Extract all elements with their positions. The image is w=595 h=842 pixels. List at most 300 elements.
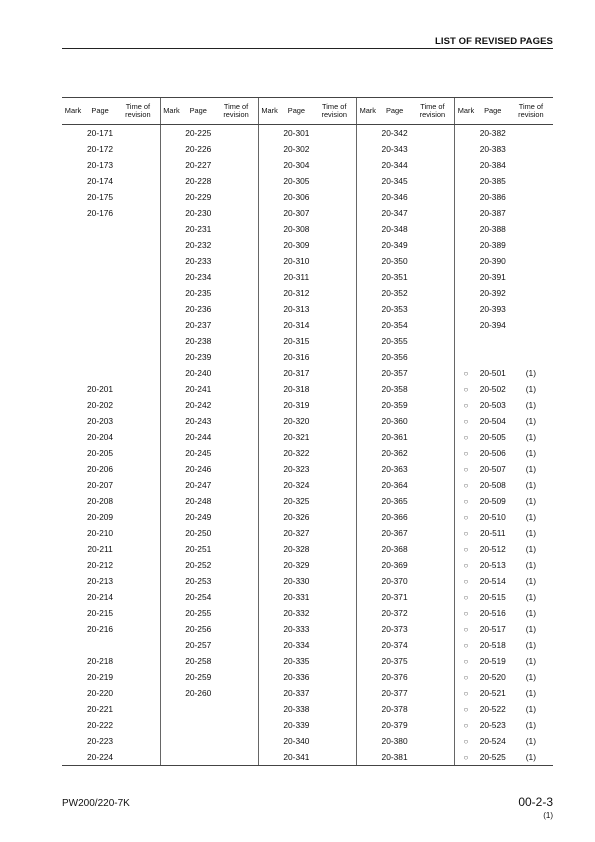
- mark-cell: ○: [455, 397, 477, 413]
- page-cell: [84, 269, 116, 285]
- mark-cell: [357, 413, 379, 429]
- mark-cell: [258, 301, 280, 317]
- revision-cell: [312, 685, 356, 701]
- page-cell: 20-213: [87, 576, 114, 586]
- page-cell: [182, 717, 214, 733]
- revision-cell: [411, 397, 455, 413]
- page-cell: 20-207: [87, 480, 114, 490]
- header-time-of-revision: [411, 98, 455, 125]
- header-time-line2: revision: [321, 110, 347, 119]
- mark-cell: [62, 701, 84, 717]
- revision-cell: [312, 509, 356, 525]
- page-cell: 20-234: [185, 272, 212, 282]
- page-cell: 20-520: [479, 672, 506, 682]
- page-cell: 20-239: [185, 352, 212, 362]
- table-row: [62, 637, 553, 653]
- page-cell: 20-211: [87, 544, 113, 554]
- page-cell: 20-320: [283, 416, 310, 426]
- mark-cell: [258, 525, 280, 541]
- revision-cell: [116, 173, 160, 189]
- mark-cell: [357, 205, 379, 221]
- header-page: Page: [477, 98, 509, 125]
- mark-cell: [160, 381, 182, 397]
- revision-cell: [411, 317, 455, 333]
- page-cell: 20-306: [283, 192, 310, 202]
- mark-cell: [62, 749, 84, 766]
- revision-cell: [214, 461, 258, 477]
- page-cell: 20-504: [479, 416, 506, 426]
- mark-cell: [160, 701, 182, 717]
- revision-cell: [312, 573, 356, 589]
- revision-cell: [411, 637, 455, 653]
- page-cell: 20-521: [479, 688, 506, 698]
- page-cell: [84, 253, 116, 269]
- revision-cell: [312, 317, 356, 333]
- header-page: Page: [182, 98, 214, 125]
- revision-cell: [312, 381, 356, 397]
- table-row: [62, 669, 553, 685]
- revision-cell: [214, 173, 258, 189]
- page-header-title: LIST OF REVISED PAGES: [434, 36, 553, 47]
- page-cell: 20-332: [283, 608, 310, 618]
- page-cell: 20-347: [381, 208, 408, 218]
- table-row: [62, 269, 553, 285]
- mark-cell: [455, 269, 477, 285]
- revision-cell: (1): [509, 749, 553, 766]
- page-cell: 20-373: [381, 624, 408, 634]
- mark-cell: [258, 269, 280, 285]
- header-time-line1: Time of: [518, 102, 544, 111]
- mark-cell: ○: [455, 509, 477, 525]
- page-cell: 20-381: [379, 749, 411, 766]
- page-cell: 20-337: [283, 688, 310, 698]
- page-cell: 20-175: [87, 192, 114, 202]
- header-time-of-revision: [509, 98, 553, 125]
- page-cell: 20-519: [479, 656, 506, 666]
- page-cell: 20-518: [479, 640, 506, 650]
- page-cell: 20-502: [479, 384, 506, 394]
- table-row: [62, 733, 553, 749]
- mark-cell: [258, 429, 280, 445]
- page-cell: 20-372: [381, 608, 408, 618]
- revision-cell: [411, 669, 455, 685]
- mark-cell: [62, 541, 84, 557]
- revision-cell: [411, 589, 455, 605]
- mark-cell: [258, 477, 280, 493]
- mark-cell: [258, 189, 280, 205]
- page-cell: 20-249: [185, 512, 212, 522]
- page-cell: 20-317: [283, 368, 310, 378]
- page-cell: 20-501: [479, 368, 506, 378]
- table-row: [62, 381, 553, 397]
- page-cell: 20-334: [283, 640, 310, 650]
- page-cell: 20-512: [479, 544, 506, 554]
- revision-cell: (1): [525, 704, 537, 714]
- revision-cell: [411, 301, 455, 317]
- header-mark: Mark: [455, 98, 477, 125]
- mark-cell: [160, 477, 182, 493]
- page-cell: 20-224: [84, 749, 116, 766]
- revision-cell: [116, 221, 160, 237]
- revision-cell: [509, 221, 553, 237]
- page-cell: 20-322: [283, 448, 310, 458]
- mark-cell: [357, 141, 379, 157]
- mark-cell: [357, 157, 379, 173]
- page-cell: 20-215: [87, 608, 114, 618]
- page-cell: 20-341: [280, 749, 312, 766]
- page-cell: 20-218: [87, 656, 114, 666]
- page-cell: 20-362: [381, 448, 408, 458]
- mark-cell: ○: [455, 381, 477, 397]
- page-cell: [84, 333, 116, 349]
- revision-cell: (1): [525, 672, 537, 682]
- page-cell: 20-225: [185, 128, 212, 138]
- mark-cell: [62, 589, 84, 605]
- page-cell: 20-220: [87, 688, 114, 698]
- mark-cell: [357, 285, 379, 301]
- mark-cell: [357, 173, 379, 189]
- revision-cell: [214, 573, 258, 589]
- page-cell: 20-375: [381, 656, 408, 666]
- mark-cell: [357, 461, 379, 477]
- page-cell: 20-202: [87, 400, 114, 410]
- mark-cell: [455, 173, 477, 189]
- mark-cell: [258, 397, 280, 413]
- page-cell: 20-310: [283, 256, 310, 266]
- revision-cell: [411, 237, 455, 253]
- header-time-line2: revision: [419, 110, 446, 119]
- mark-cell: [258, 365, 280, 381]
- page-cell: 20-507: [479, 464, 506, 474]
- table-row: [62, 365, 553, 381]
- page-cell: 20-326: [283, 512, 310, 522]
- revision-cell: [214, 285, 258, 301]
- mark-cell: [357, 733, 379, 749]
- page-cell: 20-316: [283, 352, 310, 362]
- mark-cell: [258, 173, 280, 189]
- mark-cell: [160, 157, 182, 173]
- mark-cell: [357, 301, 379, 317]
- table-row: [62, 573, 553, 589]
- revision-cell: [411, 221, 455, 237]
- mark-cell: [62, 525, 84, 541]
- revision-cell: [411, 573, 455, 589]
- mark-cell: [160, 221, 182, 237]
- revision-cell: [411, 333, 455, 349]
- table-row: [62, 285, 553, 301]
- page-cell: 20-230: [185, 208, 212, 218]
- header-time-line1: Time of: [322, 102, 347, 111]
- mark-cell: [160, 461, 182, 477]
- mark-cell: [357, 573, 379, 589]
- mark-cell: [455, 285, 477, 301]
- revision-cell: [509, 253, 553, 269]
- revision-cell: [411, 189, 455, 205]
- mark-cell: [357, 669, 379, 685]
- revision-cell: [509, 141, 553, 157]
- mark-cell: [160, 205, 182, 221]
- revision-cell: [312, 445, 356, 461]
- page-cell: 20-248: [185, 496, 212, 506]
- mark-cell: [258, 461, 280, 477]
- revision-cell: [411, 733, 455, 749]
- mark-cell: [160, 413, 182, 429]
- mark-cell: [357, 477, 379, 493]
- revision-cell: (1): [525, 640, 537, 650]
- page-cell: 20-391: [479, 272, 506, 282]
- mark-cell: [357, 589, 379, 605]
- revision-cell: [509, 125, 553, 142]
- mark-cell: ○: [455, 653, 477, 669]
- revision-cell: [214, 685, 258, 701]
- revision-cell: [116, 573, 160, 589]
- page-cell: 20-386: [479, 192, 506, 202]
- page-cell: [477, 333, 509, 349]
- revision-cell: [214, 125, 258, 142]
- mark-cell: [357, 381, 379, 397]
- page-cell: 20-235: [185, 288, 212, 298]
- table-row: [62, 301, 553, 317]
- model-number: PW200/220-7K: [62, 798, 130, 809]
- revision-cell: [116, 685, 160, 701]
- revision-cell: [116, 493, 160, 509]
- mark-cell: [258, 237, 280, 253]
- page-cell: 20-379: [381, 720, 408, 730]
- revision-cell: [214, 701, 258, 717]
- revision-cell: [411, 445, 455, 461]
- mark-cell: [258, 381, 280, 397]
- mark-cell: [160, 253, 182, 269]
- revision-cell: [312, 269, 356, 285]
- revision-cell: [411, 477, 455, 493]
- header-page: Page: [280, 98, 312, 125]
- page-cell: 20-226: [185, 144, 212, 154]
- page-cell: 20-345: [381, 176, 408, 186]
- mark-cell: [258, 445, 280, 461]
- revision-cell: [116, 349, 160, 365]
- page-cell: 20-354: [381, 320, 408, 330]
- table-row: [62, 589, 553, 605]
- mark-cell: [258, 413, 280, 429]
- revision-cell: [312, 413, 356, 429]
- page-cell: 20-319: [283, 400, 310, 410]
- page-cell: 20-382: [479, 128, 506, 138]
- mark-cell: [62, 221, 84, 237]
- revision-cell: [411, 749, 455, 766]
- page-cell: [84, 237, 116, 253]
- revision-cell: (1): [525, 624, 537, 634]
- revision-cell: [214, 365, 258, 381]
- mark-cell: [455, 221, 477, 237]
- page-cell: [84, 349, 116, 365]
- mark-cell: [258, 717, 280, 733]
- revision-cell: [312, 285, 356, 301]
- revision-cell: [312, 621, 356, 637]
- revision-cell: [116, 733, 160, 749]
- mark-cell: [357, 365, 379, 381]
- page-cell: 20-355: [381, 336, 408, 346]
- mark-cell: [258, 685, 280, 701]
- table-row: [62, 237, 553, 253]
- page-cell: 20-333: [283, 624, 310, 634]
- mark-cell: [357, 349, 379, 365]
- page-cell: 20-233: [185, 256, 212, 266]
- page-cell: 20-367: [381, 528, 408, 538]
- revision-cell: [411, 125, 455, 142]
- page-cell: 20-307: [283, 208, 310, 218]
- revision-cell: [214, 397, 258, 413]
- revision-cell: [312, 349, 356, 365]
- mark-cell: [357, 717, 379, 733]
- header-time-line2: revision: [223, 110, 249, 119]
- mark-cell: [62, 413, 84, 429]
- mark-cell: [357, 189, 379, 205]
- mark-cell: [357, 653, 379, 669]
- page-cell: 20-360: [381, 416, 408, 426]
- revision-cell: [509, 173, 553, 189]
- mark-cell: [62, 189, 84, 205]
- revision-cell: (1): [525, 736, 537, 746]
- revision-cell: [411, 173, 455, 189]
- table-row: [62, 349, 553, 365]
- revision-cell: [509, 285, 553, 301]
- revision-cell: [411, 717, 455, 733]
- revision-cell: [411, 285, 455, 301]
- revision-cell: (1): [525, 368, 537, 378]
- revision-cell: [411, 429, 455, 445]
- revision-cell: (1): [525, 400, 537, 410]
- page-cell: 20-387: [479, 208, 506, 218]
- page-cell: 20-171: [87, 128, 114, 138]
- revision-cell: [214, 653, 258, 669]
- table-row: [62, 685, 553, 701]
- mark-cell: [455, 349, 477, 365]
- revision-cell: [116, 653, 160, 669]
- revision-cell: [312, 365, 356, 381]
- page-cell: 20-209: [87, 512, 114, 522]
- mark-cell: [258, 205, 280, 221]
- table-row: [62, 557, 553, 573]
- page-cell: 20-243: [185, 416, 212, 426]
- mark-cell: [357, 509, 379, 525]
- mark-cell: [160, 493, 182, 509]
- mark-cell: [160, 285, 182, 301]
- page-cell: 20-503: [479, 400, 506, 410]
- mark-cell: [62, 381, 84, 397]
- table-row: [62, 125, 553, 142]
- mark-cell: [62, 733, 84, 749]
- revision-cell: [116, 429, 160, 445]
- page-cell: [84, 637, 116, 653]
- mark-cell: ○: [455, 685, 477, 701]
- table-row: [62, 621, 553, 637]
- mark-cell: [258, 557, 280, 573]
- header-time-line1: Time of: [223, 102, 249, 111]
- page-cell: [84, 221, 116, 237]
- revision-cell: [411, 621, 455, 637]
- mark-cell: [62, 301, 84, 317]
- revision-cell: [214, 141, 258, 157]
- page-cell: 20-223: [87, 736, 114, 746]
- page-cell: 20-506: [479, 448, 506, 458]
- page-cell: [182, 749, 214, 766]
- revision-cell: [116, 413, 160, 429]
- page-cell: 20-346: [381, 192, 408, 202]
- revision-cell: [116, 621, 160, 637]
- page-cell: 20-232: [185, 240, 212, 250]
- mark-cell: [62, 685, 84, 701]
- page-cell: 20-365: [381, 496, 408, 506]
- page-cell: 20-305: [283, 176, 310, 186]
- mark-cell: [357, 493, 379, 509]
- page-cell: 20-377: [381, 688, 408, 698]
- mark-cell: [357, 701, 379, 717]
- mark-cell: [258, 493, 280, 509]
- mark-cell: [62, 157, 84, 173]
- page-cell: 20-505: [479, 432, 506, 442]
- table-row: [62, 445, 553, 461]
- revision-cell: [116, 397, 160, 413]
- table-row: [62, 397, 553, 413]
- revision-cell: [214, 157, 258, 173]
- mark-cell: [160, 445, 182, 461]
- revision-cell: [116, 253, 160, 269]
- page-cell: 20-258: [185, 656, 212, 666]
- table-row: [62, 653, 553, 669]
- revision-cell: [411, 413, 455, 429]
- revision-cell: (1): [525, 496, 537, 506]
- revision-cell: [312, 653, 356, 669]
- mark-cell: [62, 605, 84, 621]
- mark-cell: [258, 253, 280, 269]
- page-cell: 20-364: [381, 480, 408, 490]
- mark-cell: ○: [455, 621, 477, 637]
- page-cell: 20-222: [87, 720, 114, 730]
- page-cell: 20-361: [381, 432, 408, 442]
- mark-cell: [357, 269, 379, 285]
- mark-cell: ○: [455, 701, 477, 717]
- revision-cell: (1): [525, 576, 537, 586]
- page-cell: 20-368: [381, 544, 408, 554]
- mark-cell: [160, 621, 182, 637]
- page-cell: 20-330: [283, 576, 310, 586]
- revision-cell: [214, 525, 258, 541]
- page-cell: 20-205: [87, 448, 114, 458]
- revision-cell: [116, 509, 160, 525]
- mark-cell: [160, 397, 182, 413]
- page-cell: 20-353: [381, 304, 408, 314]
- mark-cell: ○: [455, 749, 477, 766]
- page-cell: 20-374: [381, 640, 408, 650]
- mark-cell: [62, 285, 84, 301]
- page-cell: 20-240: [185, 368, 212, 378]
- revision-cell: [214, 541, 258, 557]
- mark-cell: [62, 621, 84, 637]
- header-time-of-revision: [116, 98, 160, 125]
- page-cell: 20-208: [87, 496, 114, 506]
- mark-cell: ○: [455, 413, 477, 429]
- mark-cell: [455, 189, 477, 205]
- mark-cell: [258, 333, 280, 349]
- revision-cell: [116, 477, 160, 493]
- page-cell: 20-204: [87, 432, 114, 442]
- mark-cell: [258, 621, 280, 637]
- table-row: [62, 541, 553, 557]
- page-cell: 20-384: [479, 160, 506, 170]
- revision-cell: [116, 605, 160, 621]
- page-cell: 20-311: [283, 272, 310, 282]
- table-row: [62, 189, 553, 205]
